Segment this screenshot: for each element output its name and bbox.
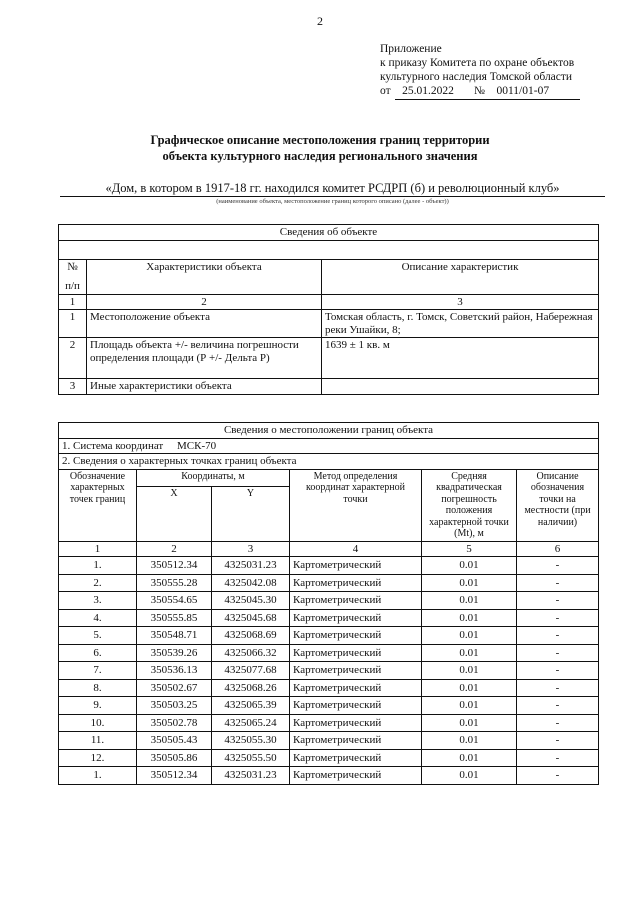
point-designation: 12. — [59, 749, 137, 767]
point-y: 4325065.24 — [212, 714, 290, 732]
point-designation: 11. — [59, 732, 137, 750]
row-description: Томская область, г. Томск, Советский район, Набережная реки Ушайки, 8; — [322, 310, 599, 338]
point-method: Картометрический — [290, 609, 422, 627]
point-accuracy: 0.01 — [422, 644, 517, 662]
table-row — [59, 557, 599, 575]
point-accuracy: 0.01 — [422, 574, 517, 592]
point-x: 350555.28 — [137, 574, 212, 592]
point-accuracy: 0.01 — [422, 662, 517, 680]
point-accuracy: 0.01 — [422, 732, 517, 750]
point-description: - — [517, 627, 599, 645]
point-designation: 9. — [59, 697, 137, 715]
header-accuracy: Средняя квадратическая погрешность положения характерной точки (Mt), м — [422, 469, 517, 541]
table-row — [59, 767, 599, 785]
point-accuracy: 0.01 — [422, 767, 517, 785]
point-accuracy: 0.01 — [422, 697, 517, 715]
row-num: 3 — [59, 379, 87, 395]
point-x: 350539.26 — [137, 644, 212, 662]
object-name-underline — [60, 196, 605, 197]
order-number: 0011/01-07 — [496, 85, 550, 97]
table-row — [59, 732, 599, 750]
table-row — [59, 697, 599, 715]
point-description: - — [517, 679, 599, 697]
point-x: 350505.43 — [137, 732, 212, 750]
index-cell: 2 — [137, 541, 212, 557]
point-designation: 8. — [59, 679, 137, 697]
index-cell: 1 — [59, 294, 87, 310]
point-method: Картометрический — [290, 644, 422, 662]
point-designation: 1. — [59, 767, 137, 785]
object-row — [59, 379, 599, 395]
point-y: 4325045.68 — [212, 609, 290, 627]
index-cell: 3 — [322, 294, 599, 310]
point-accuracy: 0.01 — [422, 557, 517, 575]
header-description: Описание характеристик — [322, 259, 599, 294]
points-index-row — [59, 541, 599, 557]
header-num-line-1: № — [67, 260, 78, 273]
point-description: - — [517, 749, 599, 767]
index-cell: 1 — [59, 541, 137, 557]
coordinate-system-row — [59, 438, 599, 454]
object-info-table — [58, 224, 599, 395]
index-cell: 3 — [212, 541, 290, 557]
point-method: Картометрический — [290, 557, 422, 575]
table-row — [59, 714, 599, 732]
table-row — [59, 662, 599, 680]
object-index-row — [59, 294, 599, 310]
point-x: 350536.13 — [137, 662, 212, 680]
points-table-caption: Сведения о местоположении границ объекта — [59, 423, 599, 439]
index-cell: 4 — [290, 541, 422, 557]
point-y: 4325065.39 — [212, 697, 290, 715]
point-designation: 2. — [59, 574, 137, 592]
point-y: 4325042.08 — [212, 574, 290, 592]
point-y: 4325031.23 — [212, 767, 290, 785]
point-x: 350503.25 — [137, 697, 212, 715]
table-row — [59, 679, 599, 697]
row-characteristic: Иные характеристики объекта — [87, 379, 322, 395]
point-method: Картометрический — [290, 574, 422, 592]
point-description: - — [517, 592, 599, 610]
appendix-order-row — [380, 84, 620, 98]
table-row — [59, 574, 599, 592]
point-x: 350512.34 — [137, 557, 212, 575]
point-description: - — [517, 557, 599, 575]
header-num — [59, 259, 87, 294]
point-method: Картометрический — [290, 749, 422, 767]
row-num: 2 — [59, 338, 87, 379]
point-designation: 1. — [59, 557, 137, 575]
point-method: Картометрический — [290, 679, 422, 697]
point-description: - — [517, 609, 599, 627]
object-name: «Дом, в котором в 1917-18 гг. находился комитет РСДРП (б) и революционный клуб» — [105, 181, 560, 195]
point-description: - — [517, 767, 599, 785]
point-method: Картометрический — [290, 697, 422, 715]
row-characteristic: Площадь объекта +/- величина погрешности определения площади (Р +/- Дельта Р) — [87, 338, 322, 379]
point-accuracy: 0.01 — [422, 627, 517, 645]
object-name-caption: (наименование объекта, местоположение границ которого описано (далее - объект)) — [216, 198, 449, 205]
object-row — [59, 310, 599, 338]
appendix-line-3: культурного наследия Томской области — [380, 71, 573, 83]
appendix-line-1: Приложение — [380, 43, 442, 55]
point-designation: 4. — [59, 609, 137, 627]
row-num: 1 — [59, 310, 87, 338]
row-characteristic: Местоположение объекта — [87, 310, 322, 338]
table-row — [59, 749, 599, 767]
point-x: 350502.67 — [137, 679, 212, 697]
table-row — [59, 592, 599, 610]
point-y: 4325055.50 — [212, 749, 290, 767]
point-y: 4325031.23 — [212, 557, 290, 575]
point-description: - — [517, 732, 599, 750]
point-accuracy: 0.01 — [422, 609, 517, 627]
point-accuracy: 0.01 — [422, 749, 517, 767]
point-x: 350555.85 — [137, 609, 212, 627]
boundary-points-table — [58, 422, 599, 785]
point-x: 350512.34 — [137, 767, 212, 785]
order-date: 25.01.2022 — [402, 85, 454, 97]
title-line-2: объекта культурного наследия регионального значения — [162, 148, 478, 163]
point-description: - — [517, 714, 599, 732]
point-description: - — [517, 662, 599, 680]
coordinate-system-label: 1. Система координат — [62, 439, 164, 452]
table-row — [59, 609, 599, 627]
point-description: - — [517, 574, 599, 592]
point-y: 4325068.26 — [212, 679, 290, 697]
point-description: - — [517, 697, 599, 715]
point-x: 350554.65 — [137, 592, 212, 610]
order-underline — [395, 99, 580, 100]
point-designation: 3. — [59, 592, 137, 610]
index-cell: 6 — [517, 541, 599, 557]
object-table-spacer — [59, 240, 599, 259]
coordinate-system-value: МСК-70 — [176, 439, 217, 452]
point-accuracy: 0.01 — [422, 592, 517, 610]
row-description — [322, 379, 599, 395]
point-method: Картометрический — [290, 714, 422, 732]
appendix-line-2: к приказу Комитета по охране объектов — [380, 57, 575, 69]
point-method: Картометрический — [290, 767, 422, 785]
point-designation: 6. — [59, 644, 137, 662]
point-description: - — [517, 644, 599, 662]
header-point-description: Описание обозначения точки на местности (при наличии) — [517, 469, 599, 541]
point-method: Картометрический — [290, 662, 422, 680]
object-row — [59, 338, 599, 379]
header-method: Метод определения координат характерной точки — [290, 469, 422, 541]
header-coordinates: Координаты, м — [137, 469, 290, 486]
point-y: 4325055.30 — [212, 732, 290, 750]
points-body — [59, 557, 599, 785]
object-table-caption: Сведения об объекте — [59, 225, 599, 241]
point-y: 4325068.69 — [212, 627, 290, 645]
header-characteristics: Характеристики объекта — [87, 259, 322, 294]
appendix-block — [380, 42, 620, 98]
index-cell: 5 — [422, 541, 517, 557]
header-y: Y — [212, 486, 290, 541]
order-from-label: от — [380, 85, 391, 97]
table-row — [59, 627, 599, 645]
point-method: Картометрический — [290, 627, 422, 645]
point-x: 350548.71 — [137, 627, 212, 645]
title-line-1: Графическое описание местоположения границ территории — [150, 133, 490, 147]
point-x: 350502.78 — [137, 714, 212, 732]
point-y: 4325077.68 — [212, 662, 290, 680]
point-method: Картометрический — [290, 732, 422, 750]
order-number-label: № — [474, 85, 485, 97]
point-y: 4325066.32 — [212, 644, 290, 662]
point-accuracy: 0.01 — [422, 714, 517, 732]
header-x: X — [137, 486, 212, 541]
point-method: Картометрический — [290, 592, 422, 610]
header-designation: Обозначение характерных точек границ — [59, 469, 137, 541]
table-row — [59, 644, 599, 662]
point-accuracy: 0.01 — [422, 679, 517, 697]
point-designation: 10. — [59, 714, 137, 732]
index-cell: 2 — [87, 294, 322, 310]
document-title — [0, 133, 640, 164]
point-designation: 5. — [59, 627, 137, 645]
point-designation: 7. — [59, 662, 137, 680]
header-num-line-2: п/п — [65, 280, 80, 292]
section-2-heading: 2. Сведения о характерных точках границ объекта — [59, 454, 599, 470]
point-x: 350505.86 — [137, 749, 212, 767]
point-y: 4325045.30 — [212, 592, 290, 610]
row-description: 1639 ± 1 кв. м — [322, 338, 599, 379]
page-number: 2 — [317, 14, 323, 28]
